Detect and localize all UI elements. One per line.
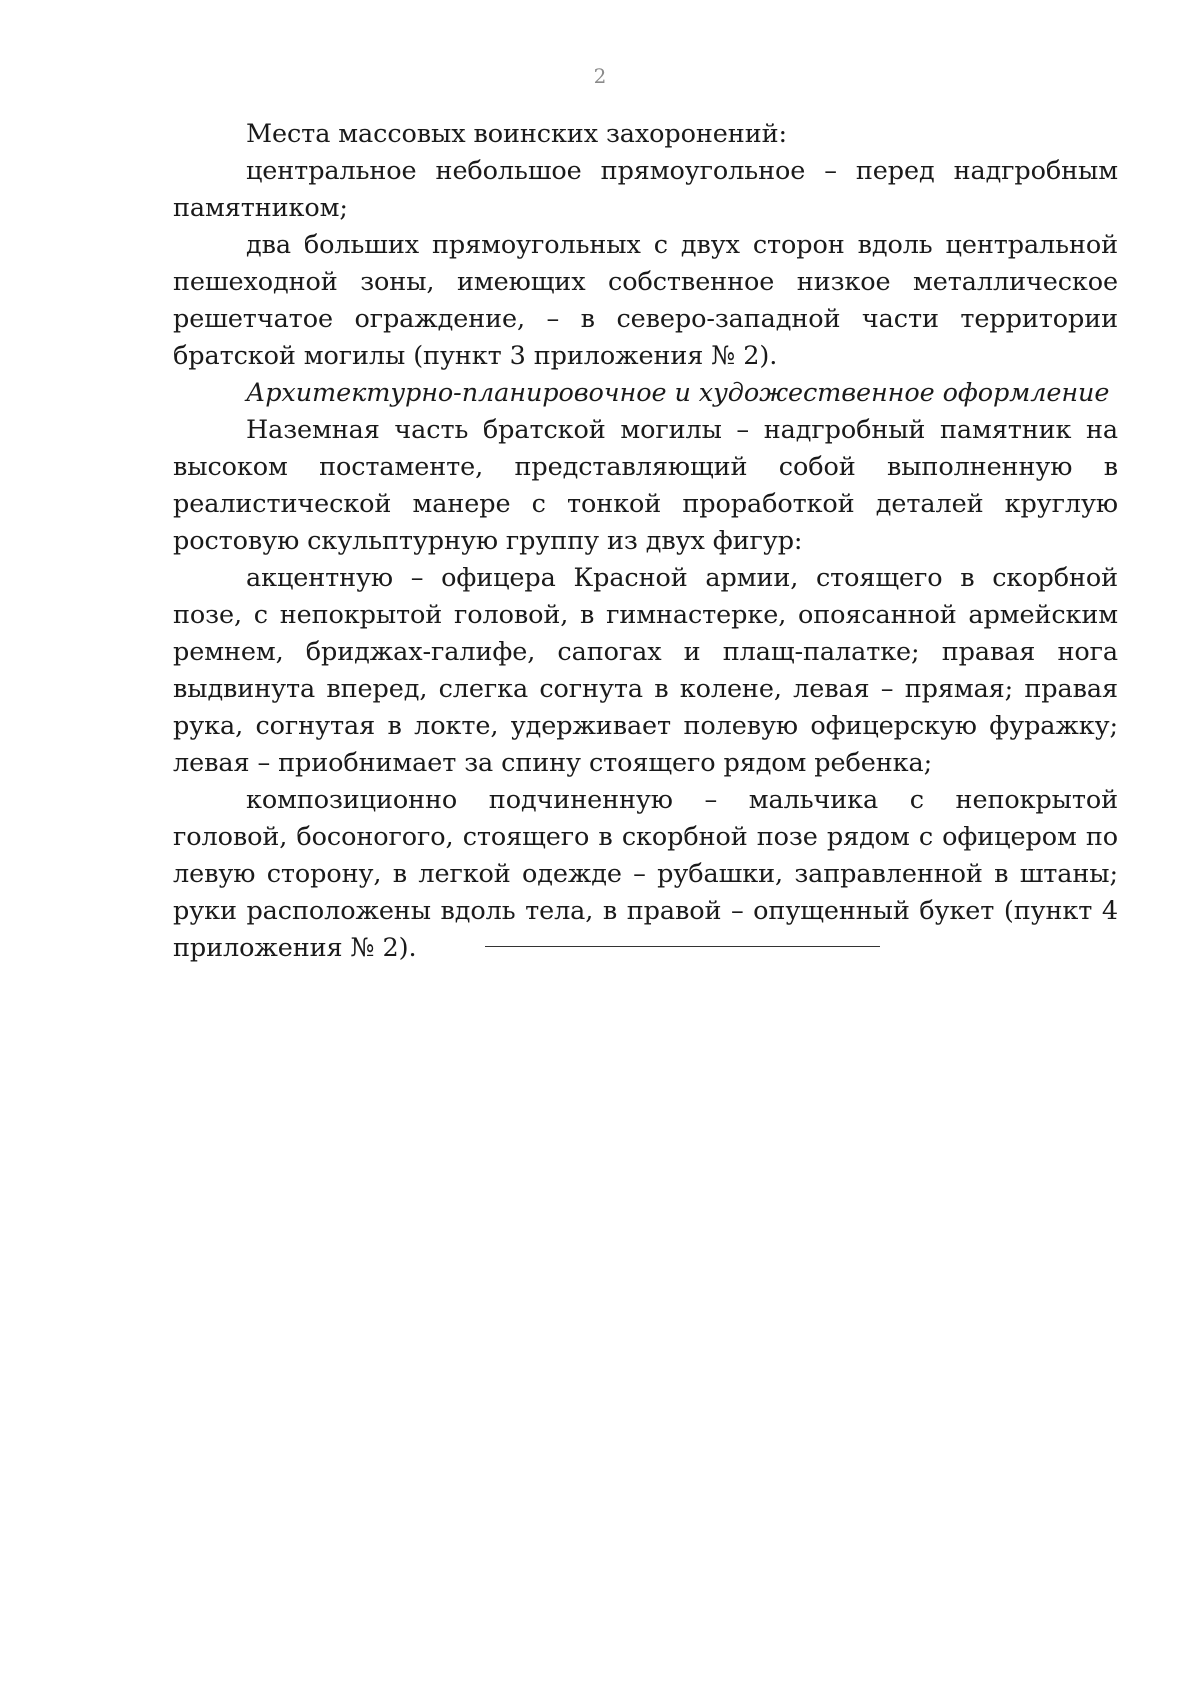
document-end-line xyxy=(485,946,880,947)
page-number: 2 xyxy=(593,64,607,88)
paragraph-burial-places-heading: Места массовых воинских захоронений: xyxy=(246,119,787,149)
paragraph-monument-description: Наземная часть братской могилы – надгробный памятник на высоком постаменте, представляющий собой выполненную в реалистической манере с тонкой проработкой деталей круглую ростовую скульптурную группу из двух фигур: xyxy=(173,415,1118,556)
paragraph-central-burial: центральное небольшое прямоугольное – перед надгробным памятником; xyxy=(173,156,1118,223)
paragraph-officer-figure: акцентную – офицера Красной армии, стоящего в скорбной позе, с непокрытой головой, в гимнастерке, опоясанной армейским ремнем, бриджах-галифе, сапогах и плащ-палатке; правая нога выдвинута вперед, слегка согнута в колене, левая – прямая; правая рука, согнутая в локте, удерживает полевую офицерскую фуражку; левая – приобнимает за спину стоящего рядом ребенка; xyxy=(173,563,1118,778)
paragraph-boy-figure: композиционно подчиненную – мальчика с непокрытой головой, босоногого, стоящего в скорбной позе рядом с офицером по левую сторону, в легкой одежде – рубашки, заправленной в штаны; руки расположены вдоль тела, в правой – опущенный букет (пункт 4 приложения № 2). xyxy=(173,785,1118,963)
paragraph-two-large-burials: два больших прямоугольных с двух сторон вдоль центральной пешеходной зоны, имеющих собственное низкое металлическое решетчатое ограждение, – в северо-западной части территории братской могилы (пункт 3 приложения № 2). xyxy=(173,230,1118,371)
section-heading-architecture: Архитектурно-планировочное и художественное оформление xyxy=(246,378,1110,408)
document-body xyxy=(173,116,1118,967)
